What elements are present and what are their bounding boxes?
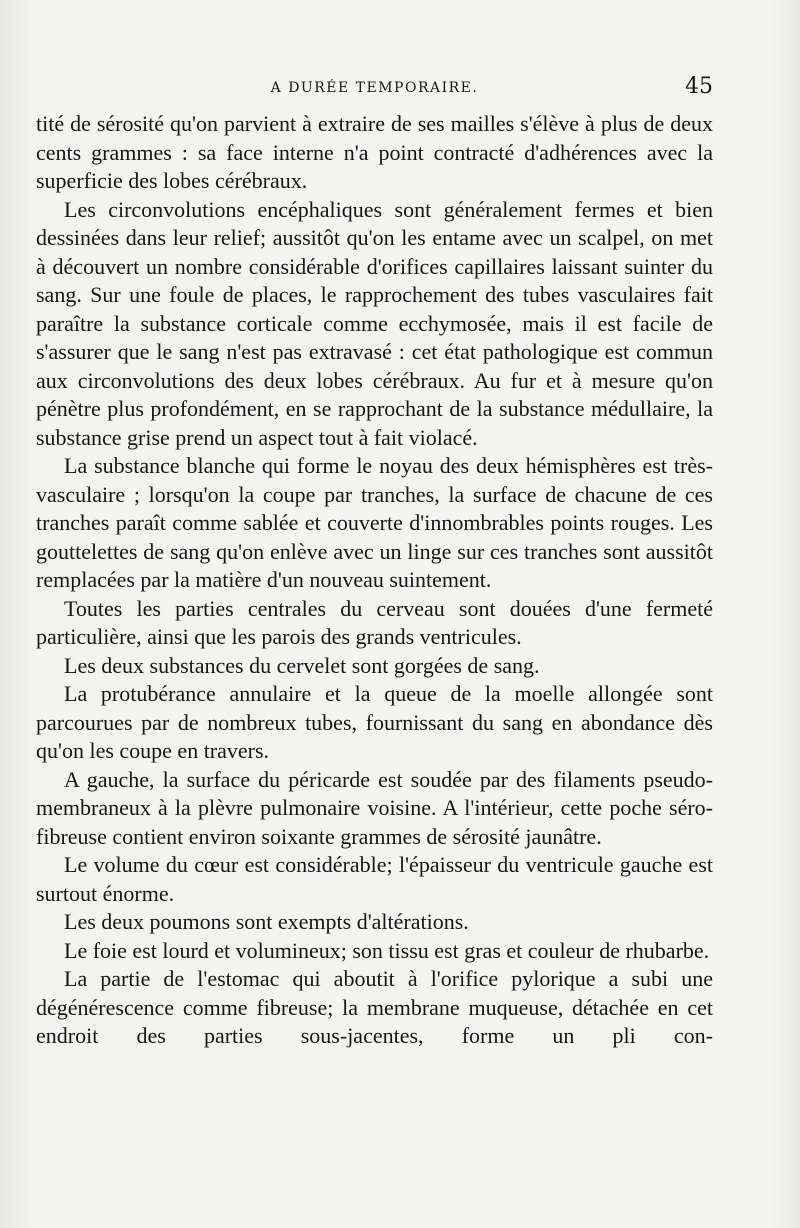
running-head: A DURÉE TEMPORAIRE. (270, 80, 479, 96)
paragraph-poumons: Les deux poumons sont exempts d'altérations. (64, 909, 469, 934)
paragraph-circonvolutions: Les circonvolutions encéphaliques sont généralement fermes et bien dessinées dans leur relief; aussitôt qu'on les entame avec un scalpel, on met à découvert un nombre considérable d'orifices capillaires laissant suinter du sang. Sur une foule de places, le rapprochement des tubes vasculaires fait paraître la substance corticale comme ecchymosée, mais il est facile de s'assurer que le sang n'est pas extravasé : cet état pathologique est commun aux circonvolutions des deux lobes cérébraux. Au fur et à mesure qu'on pénètre plus profondément, en se rapprochant de la substance médullaire, la substance grise prend un aspect tout à fait violacé. (36, 196, 713, 450)
page-header (36, 74, 713, 102)
paragraph-continuation: tité de sérosité qu'on parvient à extraire de ses mailles s'élève à plus de deux cents grammes : sa face interne n'a point contracté d'adhérences avec la superficie des lobes cérébraux. (36, 111, 713, 193)
body-text (36, 110, 713, 1051)
paragraph-coeur: Le volume du cœur est considérable; l'épaisseur du ventricule gauche est surtout énorme. (36, 852, 713, 906)
paragraph-substance-blanche: La substance blanche qui forme le noyau des deux hémisphères est très-vasculaire ; lorsqu'on la coupe par tranches, la surface de chacune de ces tranches paraît comme sablée et couverte d'innombrables points rouges. Les gouttelettes de sang qu'on enlève avec un linge sur ces tranches sont aussitôt remplacées par la matière d'un nouveau suintement. (36, 453, 713, 592)
paragraph-pericarde: A gauche, la surface du péricarde est soudée par des filaments pseudo-membraneux à la plèvre pulmonaire voisine. A l'intérieur, cette poche séro-fibreuse contient environ soixante grammes de sérosité jaunâtre. (36, 766, 713, 849)
paragraph-estomac: La partie de l'estomac qui aboutit à l'orifice pylorique a subi une dégénérescence comme fibreuse; la membrane muqueuse, détachée en cet endroit des parties sous-jacentes, forme un pli con- (36, 966, 713, 1048)
page-number: 45 (685, 74, 713, 99)
paragraph-protuberance: La protubérance annulaire et la queue de la moelle allongée sont parcourues par de nombreux tubes, fournissant du sang en abondance dès qu'on les coupe en travers. (36, 681, 713, 763)
paragraph-parties-centrales: Toutes les parties centrales du cerveau sont douées d'une fermeté particulière, ainsi que les parois des grands ventricules. (36, 595, 713, 649)
paragraph-cervelet: Les deux substances du cervelet sont gorgées de sang. (64, 652, 540, 678)
paragraph-foie: Le foie est lourd et volumineux; son tissu est gras et couleur de rhubarbe. (64, 937, 710, 963)
